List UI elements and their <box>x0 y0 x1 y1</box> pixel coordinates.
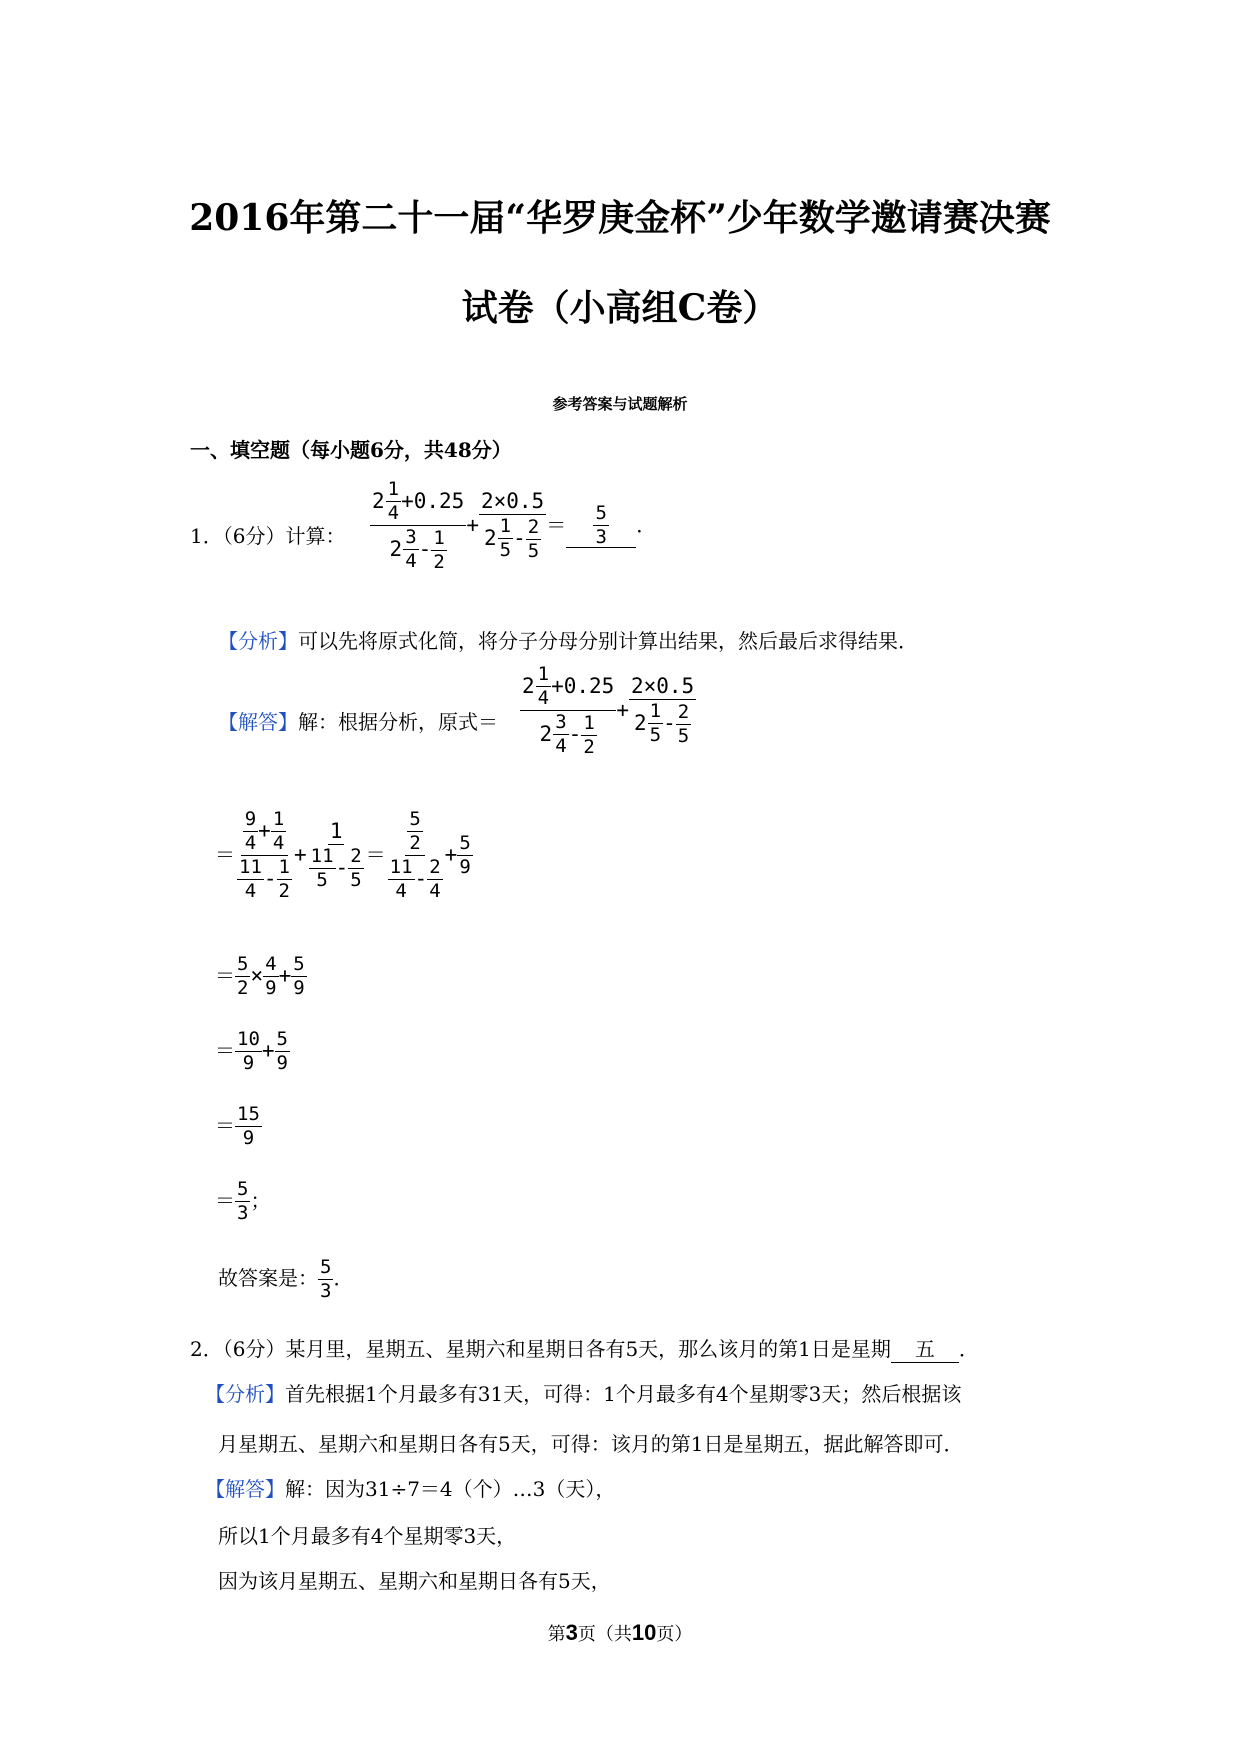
page-title: 2016年第二十一届“华罗庚金杯”少年数学邀请赛决赛 <box>189 197 1051 239</box>
q1-step-4: ＝ $\frac{15}{9}$ <box>215 1103 260 1149</box>
q1-answer-den: 3 <box>595 526 607 549</box>
q1-solution-expression: 2 $\frac{1}{4}$ +0.25 2 $\frac{3}{4}$ - $\frac{1}{2}$ + 2×0.5 2 $\frac{1}{5}$ - $\frac{2}{5}$ <box>522 663 695 758</box>
page-subtitle: 参考答案与试题解析 <box>552 395 688 413</box>
page-title-line2: 试卷（小高组C卷） <box>461 287 779 329</box>
solution-tag: 【解答】 <box>205 1477 285 1501</box>
q1-prefix: 1．（6分）计算： <box>190 524 346 548</box>
q1-expression: 2 $\frac{1}{4}$ +0.25 2 $\frac{3}{4}$ - $\frac{1}{2}$ + 2×0.5 2 $\frac{1}{5}$ - $\frac{2}{5}$ ＝ $\frac{5}{3}$ ． <box>372 478 657 573</box>
page-number: 3 <box>565 1620 578 1645</box>
analysis-tag: 【分析】 <box>205 1382 285 1406</box>
q2-solution-line2: 所以1个月最多有4个星期零3天， <box>218 1524 517 1548</box>
analysis-tag: 【分析】 <box>218 629 298 653</box>
q1-analysis: 【分析】可以先将原式化简，将分子分母分别计算出结果，然后最后求得结果． <box>218 629 918 653</box>
section-heading: 一、填空题（每小题6分，共48分） <box>190 438 512 462</box>
q2-solution: 【解答】解：因为31÷7＝4（个）…3（天）， <box>205 1477 616 1501</box>
q2-text: 2．（6分）某月里，星期五、星期六和星期日各有5天，那么该月的第1日是星期 五 ． <box>190 1333 979 1363</box>
q2-answer-blank: 五 <box>891 1333 959 1363</box>
solution-tag: 【解答】 <box>218 710 298 734</box>
q2-solution-line3: 因为该月星期五、星期六和星期日各有5天， <box>218 1569 611 1593</box>
q1-step-5: ＝ $\frac{5}{3}$ ； <box>215 1178 271 1224</box>
q2-analysis: 【分析】首先根据1个月最多有31天，可得：1个月最多有4个星期零3天；然后根据该 <box>205 1382 962 1406</box>
q1-conclusion: 故答案是： $\frac{5}{3}$ ． <box>218 1256 354 1302</box>
q1-answer-num: 5 <box>595 502 607 525</box>
page-footer: 第3页（共10页） <box>547 1620 693 1645</box>
q1-step-3: ＝ $\frac{10}{9}$ + $\frac{5}{9}$ <box>215 1028 288 1074</box>
q2-analysis-line2: 月星期五、星期六和星期日各有5天，可得：该月的第1日是星期五，据此解答即可． <box>218 1432 964 1456</box>
q1-solution-label: 【解答】解：根据分析，原式＝ <box>218 710 498 734</box>
q1-step-1: ＝ $\frac{9}{4}$ + $\frac{1}{4}$ $\frac{11}{4}$ - $\frac{1}{2}$ + 1 $\frac{11}{5}$ - $\frac{2}{5}$ ＝ $\frac{5}{2}$ $\frac{11}{4}$ - $\frac{2}{4}$ + $\frac{5}{9}$ <box>215 808 471 902</box>
page-total: 10 <box>631 1620 657 1645</box>
q1-step-2: ＝ $\frac{5}{2}$ × $\frac{4}{9}$ + $\frac{5}{9}$ <box>215 953 305 999</box>
